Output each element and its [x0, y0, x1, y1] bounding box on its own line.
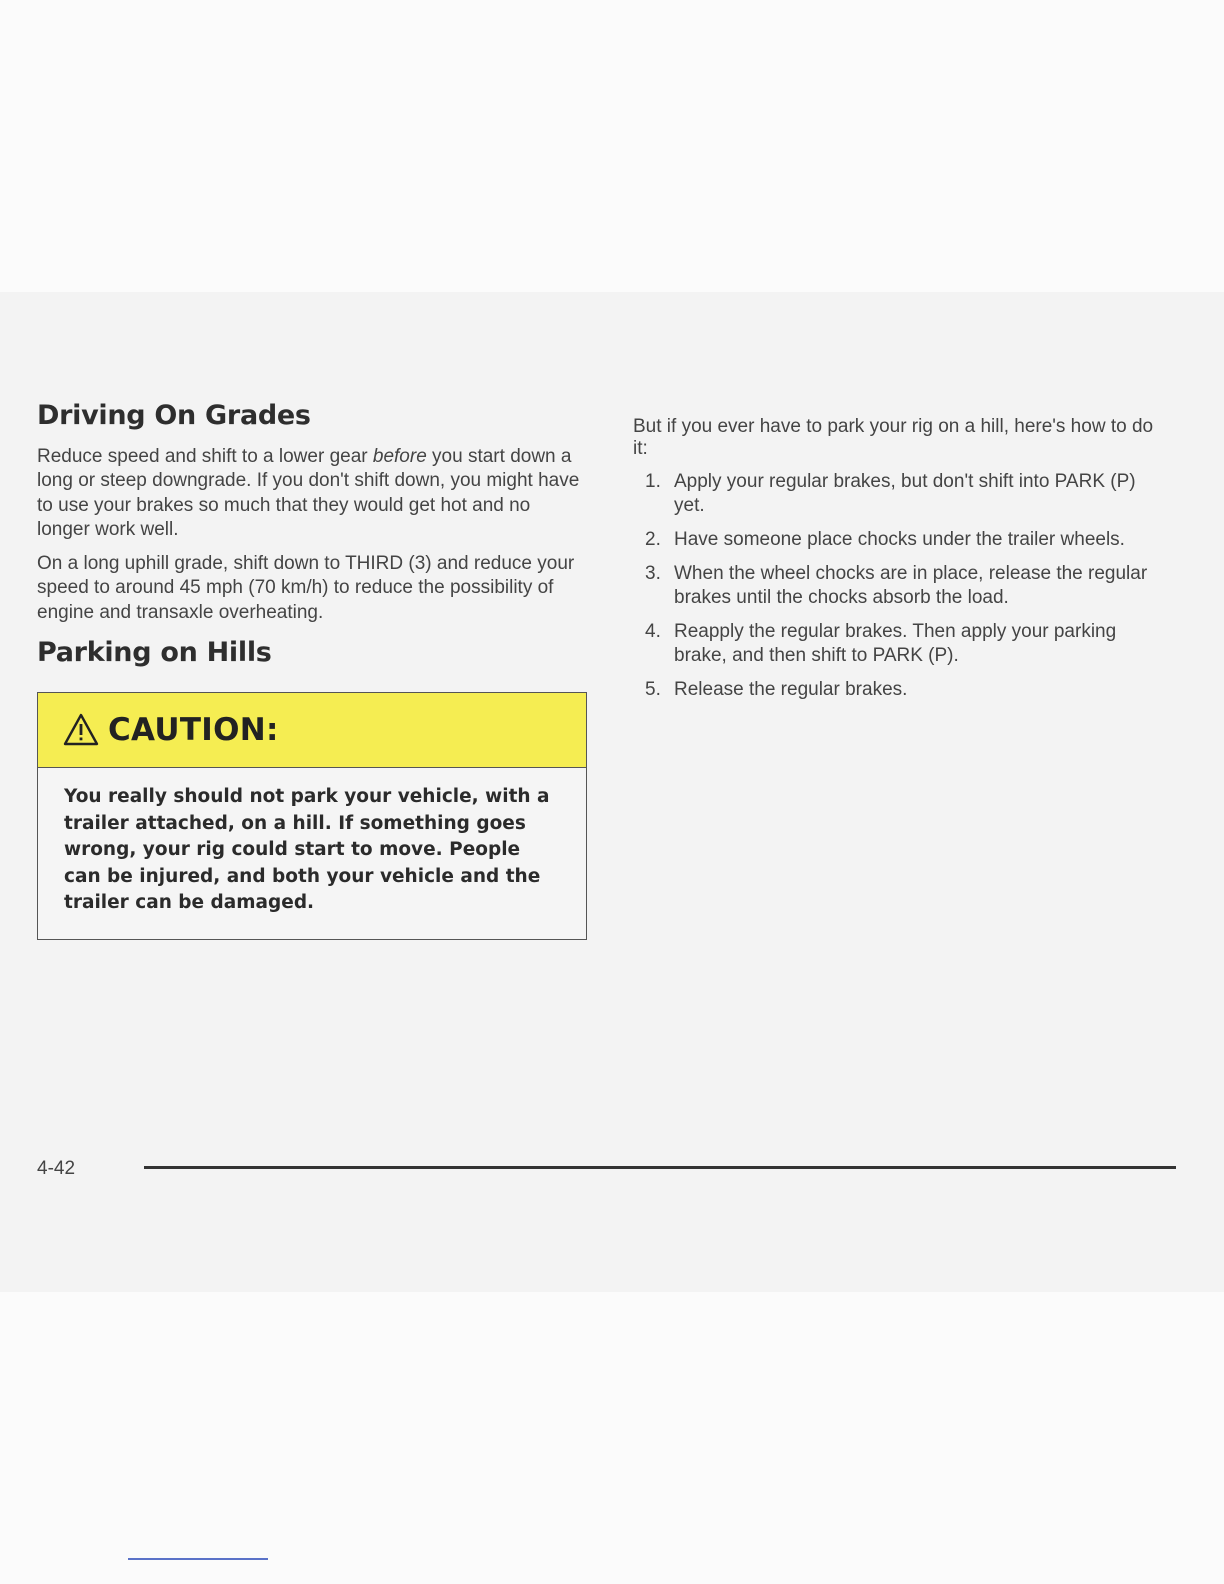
parking-intro: But if you ever have to park your rig on a hill, here's how to do it:: [633, 416, 1154, 459]
step-number: 1.: [645, 471, 661, 492]
caution-title: CAUTION:: [108, 712, 279, 749]
paragraph-uphill: On a long uphill grade, shift down to THIRD (3) and reduce your speed to around 45 mph (70 km/h) to reduce the possibility of engine and transaxle overheating.: [37, 553, 575, 623]
heading-driving-on-grades: Driving On Grades: [37, 400, 311, 431]
heading-parking-on-hills: Parking on Hills: [37, 637, 272, 669]
step-text: When the wheel chocks are in place, release the regular brakes until the chocks absorb the load.: [674, 563, 1148, 608]
step-text: Reapply the regular brakes. Then apply your parking brake, and then shift to PARK (P).: [674, 621, 1117, 666]
step-number: 4.: [645, 621, 661, 642]
caution-box: [37, 692, 587, 940]
manual-page: [0, 292, 1224, 1292]
list-item: [633, 620, 1163, 668]
step-text: Apply your regular brakes, but don't shift into PARK (P) yet.: [674, 471, 1136, 516]
parking-steps-list: [633, 470, 1163, 702]
warning-triangle-icon: [62, 712, 100, 748]
paragraph-downgrade-post: you start down a long or steep downgrade. If you don't shift down, you might have to use your brakes so much that they would get hot and no longer work well.: [37, 446, 580, 540]
list-item: [633, 678, 1163, 702]
step-number: 5.: [645, 679, 661, 700]
caution-text: You really should not park your vehicle, with a trailer attached, on a hill. If something goes wrong, your rig could start to move. People can be injured, and both your vehicle and the trailer can be damaged.: [64, 786, 550, 914]
list-item: [633, 528, 1163, 552]
footer-divider: [144, 1166, 1176, 1169]
link-underline: [128, 1558, 268, 1560]
list-item: [633, 470, 1163, 518]
paragraph-downgrade: [37, 445, 587, 542]
list-item: [633, 562, 1163, 610]
right-column: [633, 416, 1163, 712]
step-text: Release the regular brakes.: [674, 679, 908, 700]
page-number: 4-42: [37, 1158, 76, 1179]
step-number: 2.: [645, 529, 661, 550]
paragraph-downgrade-pre: Reduce speed and shift to a lower gear: [37, 446, 373, 467]
left-column: [37, 400, 587, 940]
caution-header: [38, 693, 586, 768]
step-text: Have someone place chocks under the trailer wheels.: [674, 529, 1125, 550]
paragraph-downgrade-emphasis: before: [372, 446, 427, 467]
step-number: 3.: [645, 563, 661, 584]
